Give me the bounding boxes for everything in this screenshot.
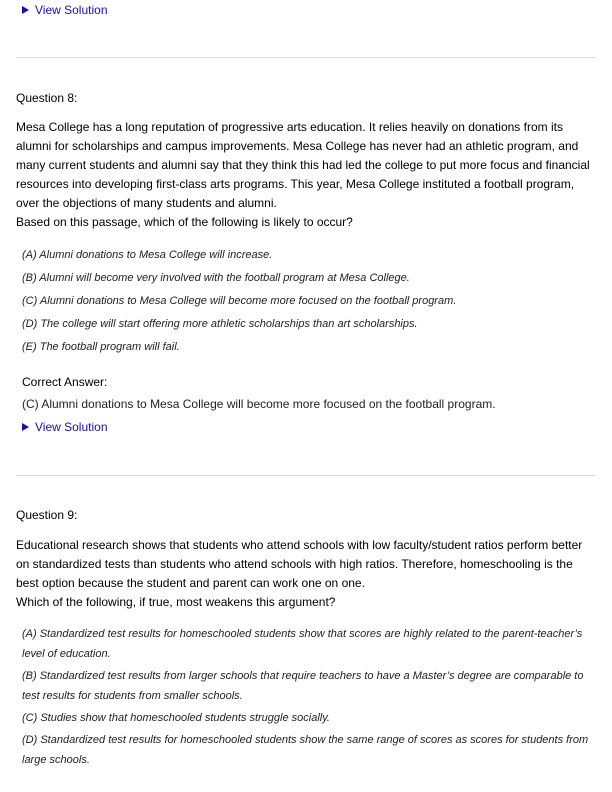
view-solution-label: View Solution <box>35 3 108 17</box>
question-8-passage-text: Mesa College has a long reputation of progressive arts education. It relies heavily on donations from its alumni for scholarships and campus improvements. Mesa College has never had an athletic program, and many current students and alumni say that they think this had led the college to put more focus and financial resources into developing first-class arts programs. This year, Mesa College instituted a football program, over the objections of many students and alumni. <box>16 120 590 210</box>
triangle-right-icon <box>22 6 29 14</box>
section-divider <box>16 475 596 476</box>
view-solution-toggle-q7[interactable] <box>22 2 108 18</box>
question-9-prompt: Which of the following, if true, most weakens this argument? <box>16 595 336 609</box>
view-solution-toggle-q8[interactable] <box>22 419 108 435</box>
question-9-choices <box>22 624 592 772</box>
answer-choice[interactable]: (D) Standardized test results for homeschooled students show the same range of scores as scores for students from large schools. <box>22 734 589 766</box>
view-solution-label: View Solution <box>35 420 108 434</box>
answer-choice[interactable]: (C) Alumni donations to Mesa College will become more focused on the football program. <box>22 295 457 307</box>
answer-choice[interactable]: (A) Alumni donations to Mesa College will increase. <box>22 249 273 261</box>
answer-choice[interactable]: (D) The college will start offering more athletic scholarships than art scholarships. <box>22 318 418 330</box>
answer-choice[interactable]: (B) Alumni will become very involved with the football program at Mesa College. <box>22 272 410 284</box>
answer-choice[interactable]: (E) The football program will fail. <box>22 341 180 353</box>
question-8-passage <box>16 118 598 232</box>
correct-answer-text: (C) Alumni donations to Mesa College will become more focused on the football program. <box>22 397 496 411</box>
question-8-label: Question 8: <box>16 91 78 105</box>
question-9-passage-text: Educational research shows that students who attend schools with low faculty/student ratios perform better on standardized tests than students who attend schools with high ratios. Therefore, homeschooling is the best option because the student and parent can work one on one. <box>16 538 583 590</box>
triangle-right-icon <box>22 423 29 431</box>
correct-answer-heading: Correct Answer: <box>22 375 108 389</box>
question-8-choices <box>22 244 592 359</box>
question-9-passage <box>16 536 598 612</box>
question-9-label: Question 9: <box>16 508 78 522</box>
section-divider <box>16 57 596 58</box>
answer-choice[interactable]: (C) Studies show that homeschooled students struggle socially. <box>22 712 330 724</box>
question-8-prompt: Based on this passage, which of the following is likely to occur? <box>16 215 353 229</box>
answer-choice[interactable]: (A) Standardized test results for homeschooled students show that scores are highly related to the parent-teacher’s level of education. <box>22 628 583 660</box>
answer-choice[interactable]: (B) Standardized test results from larger schools that require teachers to have a Master’s degree are comparable to test results for students from smaller schools. <box>22 670 584 702</box>
